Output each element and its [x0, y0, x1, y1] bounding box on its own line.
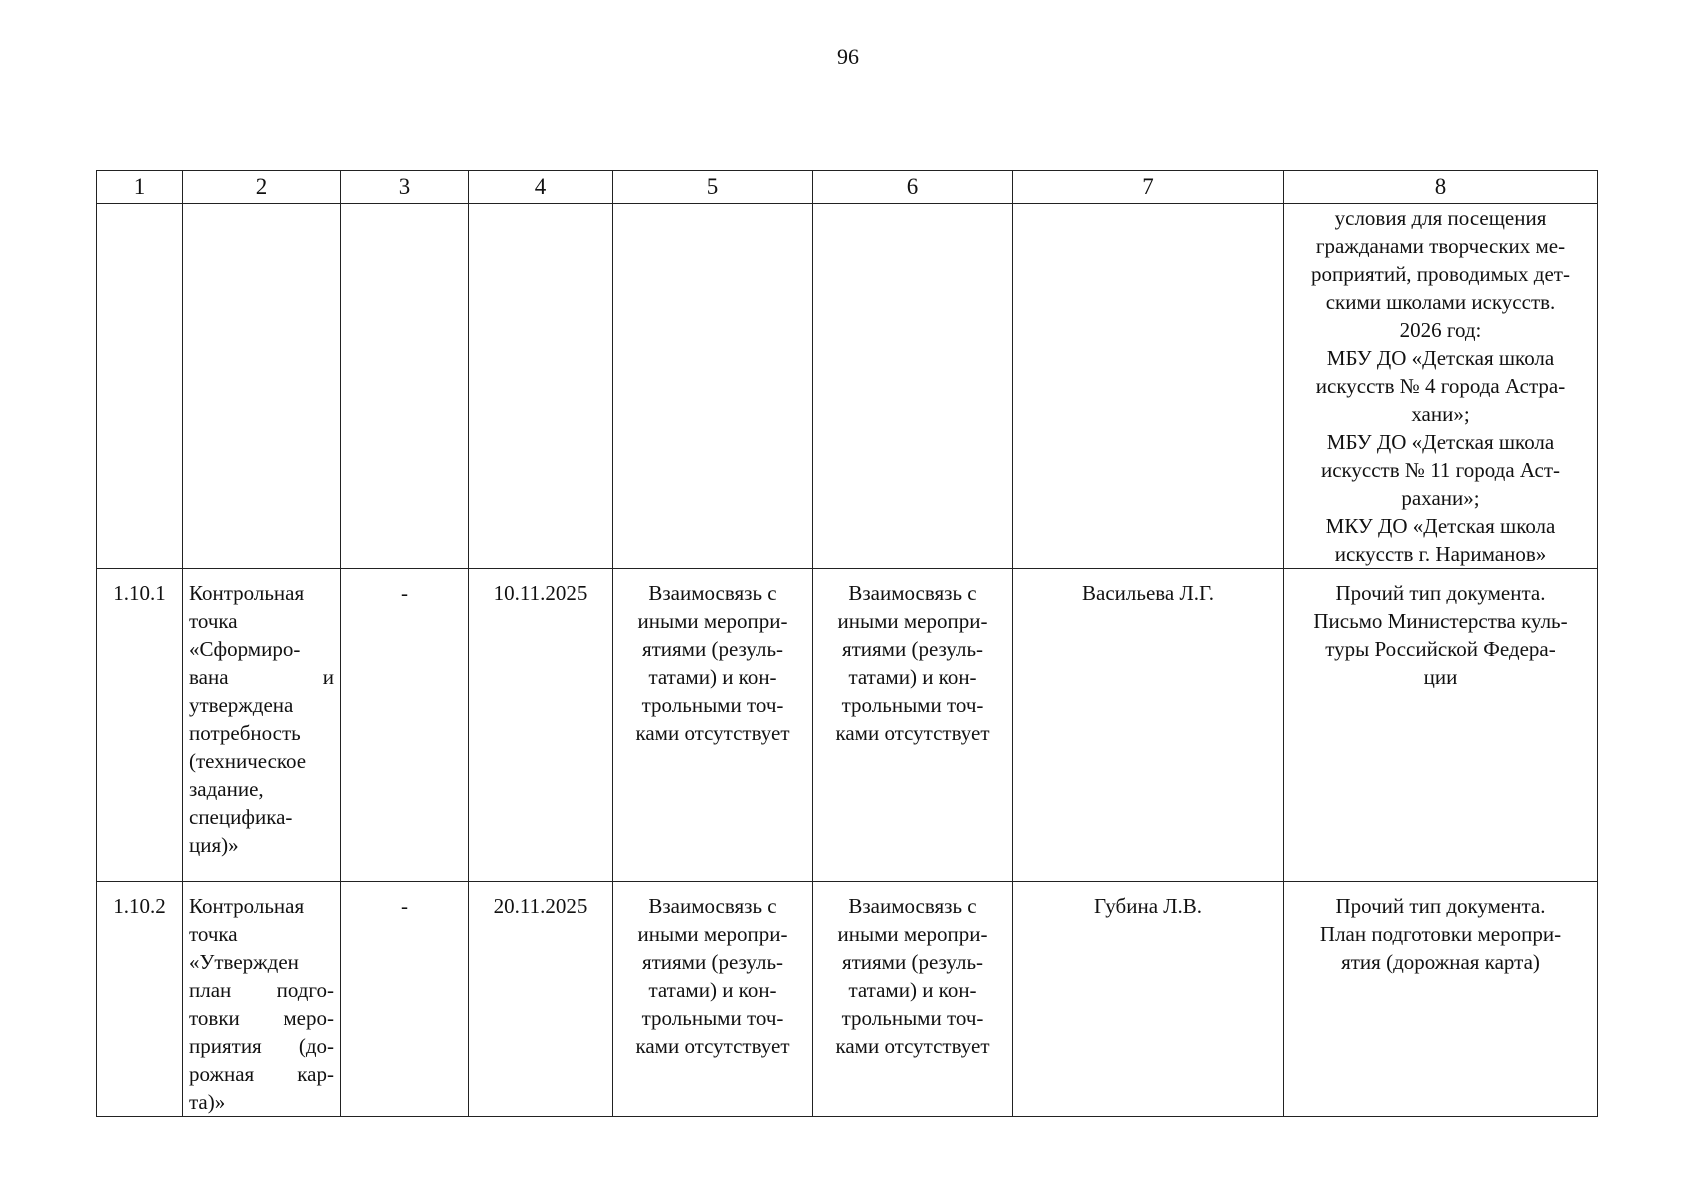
cell-line: хани»;: [1411, 402, 1470, 426]
cell-line: Взаимосвязь с: [648, 581, 777, 605]
header-cell: 1: [97, 171, 183, 204]
cell-line: План подготовки меропри-: [1319, 922, 1562, 946]
empty-cell: [469, 204, 613, 569]
date-cell: 20.11.2025: [469, 882, 613, 1117]
cell-line: татами) и кон-: [648, 978, 777, 1002]
empty-cell: [1013, 204, 1284, 569]
cell-line: Контрольная: [189, 894, 305, 918]
document-cell: [1284, 569, 1598, 882]
cell-line: 2026 год:: [1399, 318, 1482, 342]
empty-cell: [613, 204, 813, 569]
cell-line: «Сформиро-: [189, 637, 301, 661]
cell-line: ками отсутствует: [635, 721, 790, 745]
cell-line: МБУ ДО «Детская школа: [1326, 430, 1555, 454]
cell-line: трольными точ-: [841, 693, 984, 717]
cell-line: ятиями (резуль-: [841, 950, 984, 974]
col3-value: -: [341, 882, 469, 1117]
cell-line: искусств № 4 города Астра-: [1315, 374, 1566, 398]
relation-cell: [813, 569, 1013, 882]
cell-line: Взаимосвязь с: [648, 894, 777, 918]
col3-value: -: [341, 569, 469, 882]
cell-line: приятия (до-: [189, 1034, 334, 1058]
empty-cell: [97, 204, 183, 569]
cell-line: роприятий, проводимых дет-: [1311, 262, 1570, 286]
cell-line: искусств г. Нариманов»: [1334, 542, 1547, 566]
empty-cell: [341, 204, 469, 569]
responsible-cell: Губина Л.В.: [1013, 882, 1284, 1117]
cell-line: Прочий тип документа.: [1335, 894, 1546, 918]
control-point-name: [183, 882, 341, 1117]
cell-line: ятия (дорожная карта): [1341, 950, 1540, 974]
cell-line: ками отсутствует: [635, 1034, 790, 1058]
header-cell: 4: [469, 171, 613, 204]
cell-line: трольными точ-: [641, 693, 784, 717]
cell-line: гражданами творческих ме-: [1315, 234, 1566, 258]
header-cell: 6: [813, 171, 1013, 204]
cell-line: искусств № 11 города Аст-: [1320, 458, 1561, 482]
cell-line: товки меро-: [189, 1006, 334, 1030]
cell-line: татами) и кон-: [648, 665, 777, 689]
cell-line: Взаимосвязь с: [848, 581, 977, 605]
cell-line: Прочий тип документа.: [1335, 581, 1546, 605]
cell-line: точка: [189, 609, 238, 633]
cell-line: ции: [1423, 665, 1458, 689]
header-cell: 2: [183, 171, 341, 204]
cell-line: туры Российской Федера-: [1325, 637, 1556, 661]
cell-line: задание,: [189, 777, 264, 801]
cell-line: условия для посещения: [1334, 206, 1547, 230]
responsible-cell: Васильева Л.Г.: [1013, 569, 1284, 882]
table-header-row: [97, 171, 1598, 204]
document-cell: [1284, 882, 1598, 1117]
date-cell: 10.11.2025: [469, 569, 613, 882]
relation-cell: [813, 882, 1013, 1117]
cell-line: ция)»: [189, 833, 239, 857]
relation-cell: [613, 882, 813, 1117]
cell-line: татами) и кон-: [848, 978, 977, 1002]
table-row-continuation: [97, 204, 1598, 569]
cell-line: МБУ ДО «Детская школа: [1326, 346, 1555, 370]
header-cell: 5: [613, 171, 813, 204]
cell-line: Взаимосвязь с: [848, 894, 977, 918]
table-row: [97, 569, 1598, 882]
cell-line: Контрольная: [189, 581, 305, 605]
cell-line: «Утвержден: [189, 950, 299, 974]
cell-line: ятиями (резуль-: [641, 637, 784, 661]
cell-line: рахани»;: [1401, 486, 1480, 510]
cell-line: точка: [189, 922, 238, 946]
cell-line: специфика-: [189, 805, 293, 829]
cell-line: ятиями (резуль-: [841, 637, 984, 661]
page-number: 96: [837, 44, 859, 69]
cell-line: трольными точ-: [641, 1006, 784, 1030]
header-cell: 7: [1013, 171, 1284, 204]
row-number: 1.10.2: [97, 882, 183, 1117]
cell-line: ками отсутствует: [835, 721, 990, 745]
cell-line: ятиями (резуль-: [641, 950, 784, 974]
cell-line: иными меропри-: [837, 609, 988, 633]
control-point-name: [183, 569, 341, 882]
cell-line: вана и: [189, 665, 334, 689]
header-cell: 8: [1284, 171, 1598, 204]
cell-line: МКУ ДО «Детская школа: [1325, 514, 1556, 538]
cell-line: иными меропри-: [637, 922, 788, 946]
cell-line: трольными точ-: [841, 1006, 984, 1030]
cell-line: утверждена: [189, 693, 294, 717]
header-cell: 3: [341, 171, 469, 204]
cell-line: скими школами искусств.: [1325, 290, 1556, 314]
cell-line: татами) и кон-: [848, 665, 977, 689]
empty-cell: [813, 204, 1013, 569]
cell-line: (техническое: [189, 749, 307, 773]
cell-line: потребность: [189, 721, 301, 745]
cell-line: план подго-: [189, 978, 334, 1002]
cell-line: ками отсутствует: [835, 1034, 990, 1058]
table-row: [97, 882, 1598, 1117]
document-table: [96, 170, 1598, 1117]
relation-cell: [613, 569, 813, 882]
document-cell: [1284, 204, 1598, 569]
row-number: 1.10.1: [97, 569, 183, 882]
cell-line: та)»: [189, 1090, 226, 1114]
cell-line: рожная кар-: [189, 1062, 334, 1086]
cell-line: иными меропри-: [637, 609, 788, 633]
empty-cell: [183, 204, 341, 569]
cell-line: Письмо Министерства куль-: [1313, 609, 1568, 633]
cell-line: иными меропри-: [837, 922, 988, 946]
